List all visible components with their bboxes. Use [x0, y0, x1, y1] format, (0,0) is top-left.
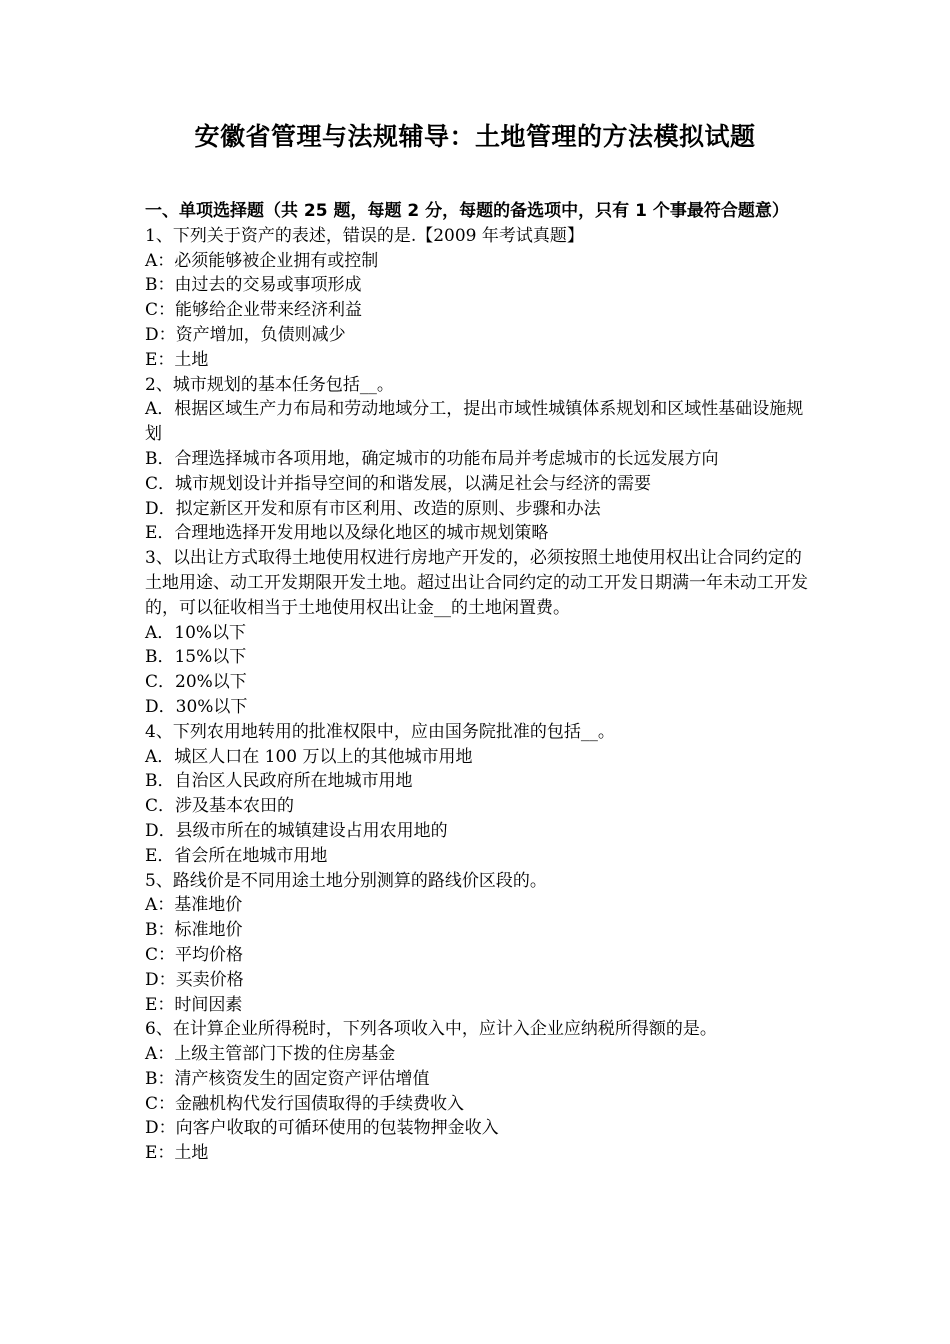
question-stem: 4、下列农用地转用的批准权限中，应由国务院批准的包括__。: [145, 721, 615, 742]
option-c: C：金融机构代发行国债取得的手续费收入: [145, 1093, 465, 1114]
question-3: [145, 546, 813, 720]
question-2: [145, 373, 813, 547]
option-b: B：标准地价: [145, 920, 243, 941]
option-d: D：资产增加，负债则减少: [145, 324, 346, 345]
option-d: D：向客户收取的可循环使用的包装物押金收入: [145, 1118, 499, 1139]
option-d: D．30%以下: [145, 696, 248, 717]
document-body: [145, 199, 813, 1166]
question-stem: 3、以出让方式取得土地使用权进行房地产开发的，必须按照土地使用权出让合同约定的土地用途、动工开发期限开发土地。超过出让合同约定的动工开发日期满一年未动工开发的，可以征收相当于土地使用权出让金__的土地闲置费。: [145, 548, 808, 618]
option-c: C：平均价格: [145, 944, 244, 965]
option-e: E：时间因素: [145, 994, 243, 1015]
option-c: C：能够给企业带来经济利益: [145, 300, 363, 321]
question-stem: 5、路线价是不同用途土地分别测算的路线价区段的。: [145, 870, 547, 891]
option-a: A：上级主管部门下拨的住房基金: [145, 1044, 396, 1065]
option-a: A．城区人口在 100 万以上的其他城市用地: [145, 746, 473, 767]
option-e: E．合理地选择开发用地以及绿化地区的城市规划策略: [145, 523, 549, 544]
section-header: 一、单项选择题（共 25 题，每题 2 分，每题的备选项中，只有 1 个事最符合题意）: [145, 201, 789, 221]
question-6: [145, 1017, 813, 1166]
option-b: B．合理选择城市各项用地，确定城市的功能布局并考虑城市的长远发展方向: [145, 448, 719, 469]
question-4: [145, 720, 813, 869]
option-e: E．省会所在地城市用地: [145, 845, 328, 866]
option-b: B：由过去的交易或事项形成: [145, 275, 362, 296]
document-title: 安徽省管理与法规辅导：土地管理的方法模拟试题: [194, 122, 756, 151]
option-a: A．10%以下: [145, 622, 247, 643]
option-a: A．根据区域生产力布局和劳动地域分工，提出市域性城镇体系规划和区域性基础设施规划: [145, 399, 804, 445]
option-e: E：土地: [145, 349, 209, 370]
question-1: [145, 224, 813, 373]
option-d: D．县级市所在的城镇建设占用农用地的: [145, 820, 448, 841]
option-b: B：清产核资发生的固定资产评估增值: [145, 1068, 430, 1089]
option-e: E：土地: [145, 1143, 209, 1164]
option-b: B．自治区人民政府所在地城市用地: [145, 771, 413, 792]
option-c: C．20%以下: [145, 672, 247, 693]
option-c: C．城市规划设计并指导空间的和谐发展，以满足社会与经济的需要: [145, 473, 652, 494]
option-d: D．拟定新区开发和原有市区利用、改造的原则、步骤和办法: [145, 498, 601, 519]
option-b: B．15%以下: [145, 647, 247, 668]
question-stem: 2、城市规划的基本任务包括__。: [145, 374, 394, 395]
question-stem: 1、下列关于资产的表述，错误的是.【2009 年考试真题】: [145, 225, 584, 246]
question-stem: 6、在计算企业所得税时，下列各项收入中，应计入企业应纳税所得额的是。: [145, 1019, 717, 1040]
option-a: A：必须能够被企业拥有或控制: [145, 250, 379, 271]
option-d: D：买卖价格: [145, 969, 244, 990]
option-a: A：基准地价: [145, 895, 243, 916]
question-5: [145, 869, 813, 1018]
option-c: C．涉及基本农田的: [145, 796, 295, 817]
